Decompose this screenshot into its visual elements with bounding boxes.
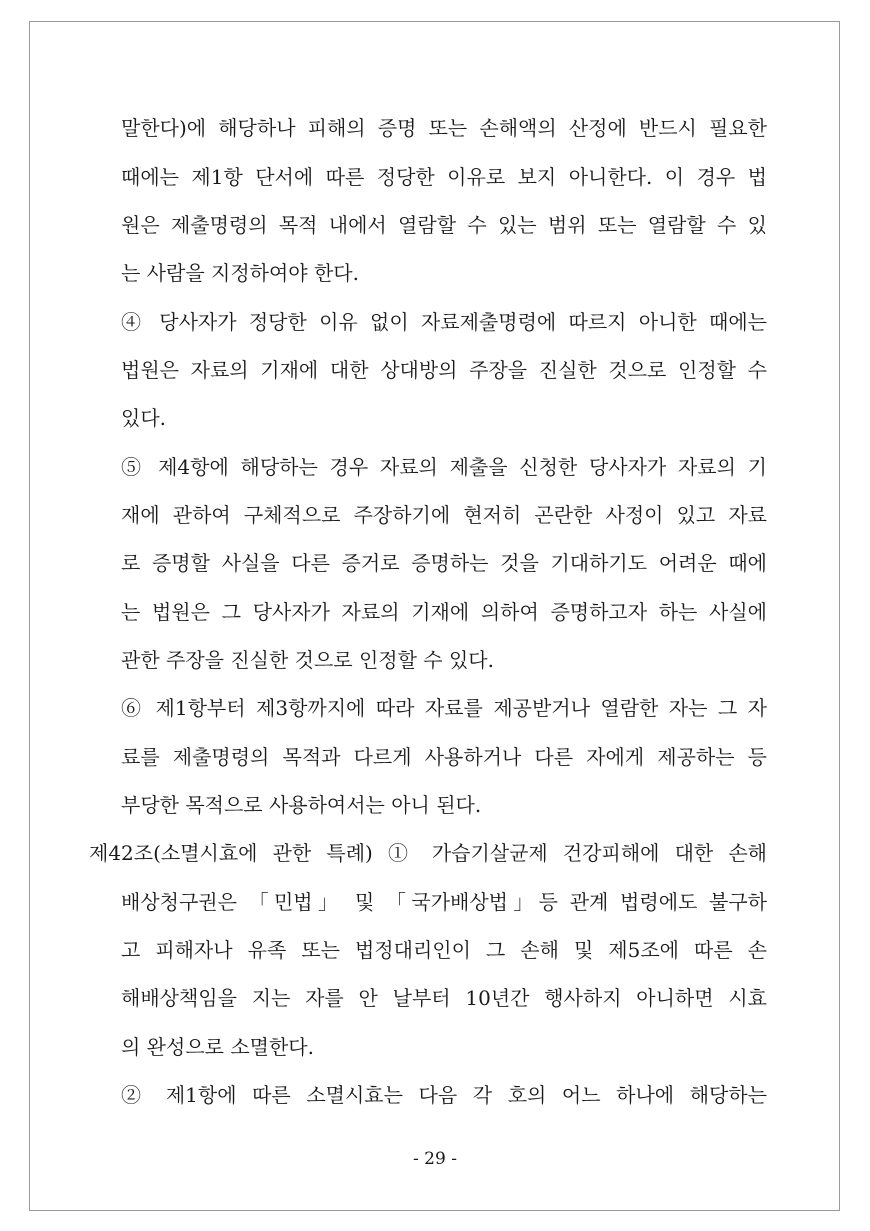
text-line: ⑤ 제4항에 해당하는 경우 자료의 제출을 신청한 당사자가 자료의 기: [121, 455, 767, 479]
text-line: 법원은 자료의 기재에 대한 상대방의 주장을 진실한 것으로 인정할 수: [121, 358, 767, 382]
text-line: 있다.: [121, 406, 166, 430]
text-line: ⑥ 제1항부터 제3항까지에 따라 자료를 제공받거나 열람한 자는 그 자: [121, 696, 767, 720]
text-line: 부당한 목적으로 사용하여서는 아니 된다.: [121, 793, 482, 817]
text-line: 료를 제출명령의 목적과 다르게 사용하거나 다른 자에게 제공하는 등: [121, 745, 767, 769]
text-line: ④ 당사자가 정당한 이유 없이 자료제출명령에 따르지 아니한 때에는: [121, 310, 767, 334]
text-line: 해배상책임을 지는 자를 안 날부터 10년간 행사하지 아니하면 시효: [121, 986, 767, 1010]
text-line: 고 피해자나 유족 또는 법정대리인이 그 손해 및 제5조에 따른 손: [121, 938, 767, 962]
text-line: 재에 관하여 구체적으로 주장하기에 현저히 곤란한 사정이 있고 자료: [121, 503, 767, 527]
text-line: 때에는 제1항 단서에 따른 정당한 이유로 보지 아니한다. 이 경우 법: [121, 165, 767, 189]
page-number: - 29 -: [413, 1149, 457, 1169]
text-line: 로 증명할 사실을 다른 증거로 증명하는 것을 기대하기도 어려운 때에: [121, 551, 767, 575]
text-line: 는 사람을 지정하여야 한다.: [121, 261, 359, 285]
text-line: 는 법원은 그 당사자가 자료의 기재에 의하여 증명하고자 하는 사실에: [121, 600, 767, 624]
text-line: 관한 주장을 진실한 것으로 인정할 수 있다.: [121, 648, 494, 672]
text-line: 원은 제출명령의 목적 내에서 열람할 수 있는 범위 또는 열람할 수 있: [121, 213, 767, 237]
text-line: ② 제1항에 따른 소멸시효는 다음 각 호의 어느 하나에 해당하는: [121, 1083, 767, 1107]
text-line: 배상청구권은 「민법」 및 「국가배상법」등 관계 법령에도 불구하: [121, 890, 767, 914]
text-line: 의 완성으로 소멸한다.: [121, 1035, 314, 1059]
article-heading-line: 제42조(소멸시효에 관한 특례) ① 가습기살균제 건강피해에 대한 손해: [89, 841, 767, 865]
text-line: 말한다)에 해당하나 피해의 증명 또는 손해액의 산정에 반드시 필요한: [121, 116, 767, 140]
